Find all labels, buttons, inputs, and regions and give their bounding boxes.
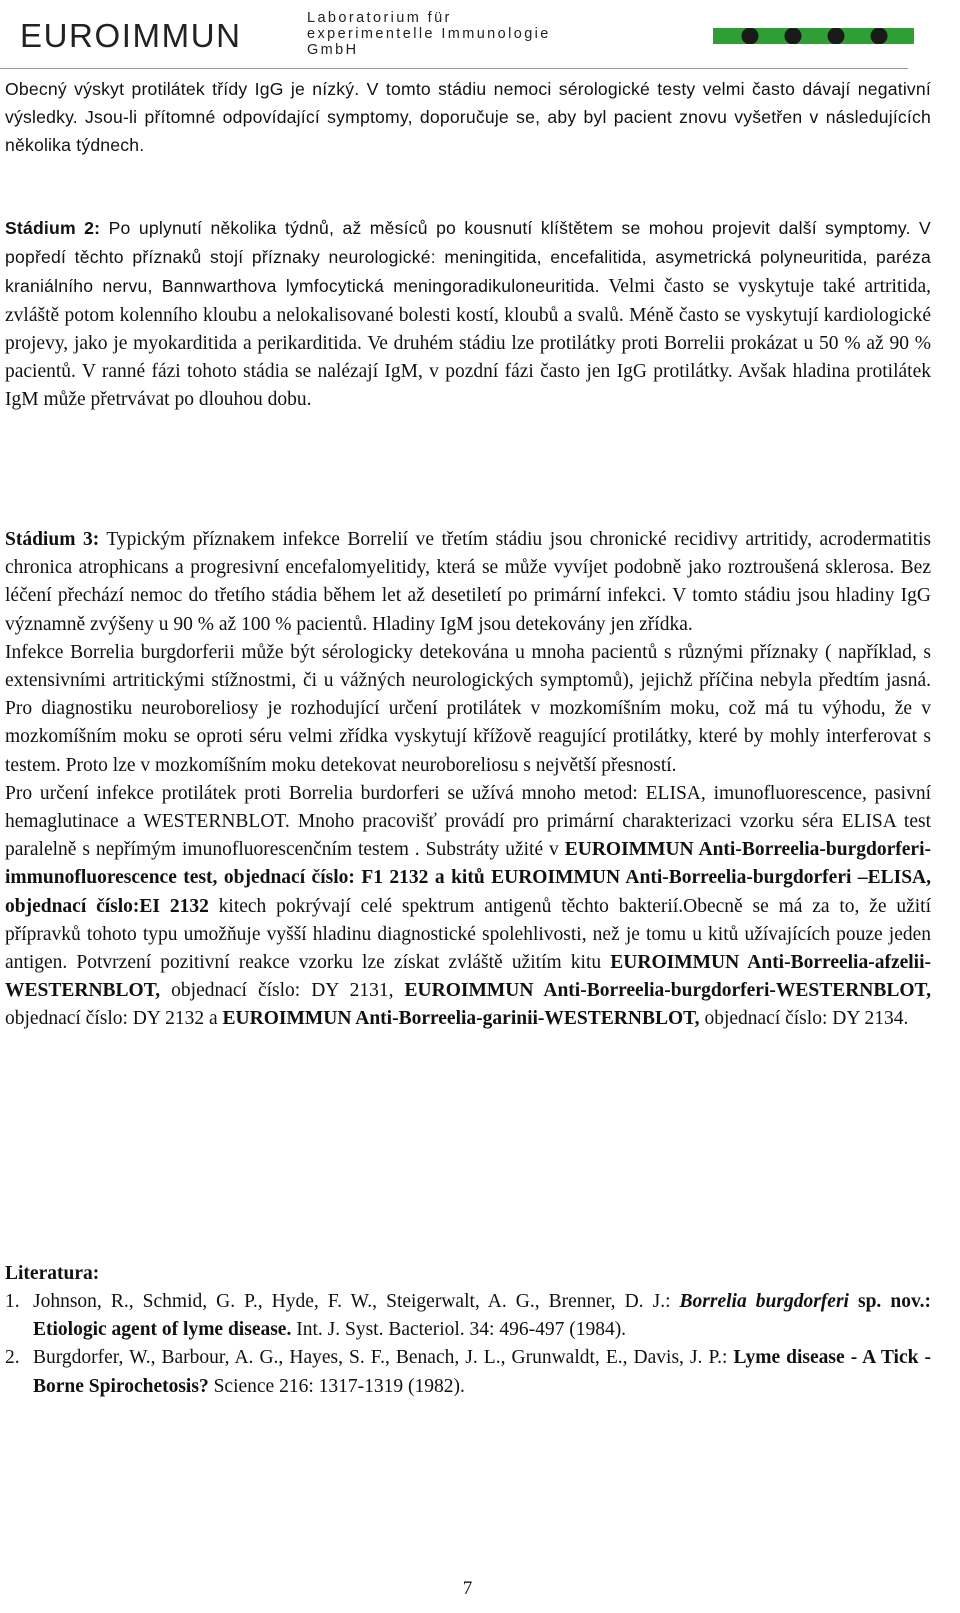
reference-title: sp. nov.: Etiologic agent of lyme disease. <box>33 1291 932 1341</box>
stage-2-text-a: Po uplynutí několika týdnů, až měsíců po kousnutí klíštětem se mohou projevit další symptomy. V popředí těchto příznaků stojí příznaky neurologické: meningitida, encefalitida, asymetrická polyneuritida, paréza kraniálního nervu, Bannwarthova lymfocytická meningoradikuloneuritida. <box>5 218 931 297</box>
methods-text-5: objednací číslo: DY 2134. <box>699 1008 909 1030</box>
lab-name <box>307 10 551 58</box>
brand-bar-icon <box>713 28 914 44</box>
stage-1-text: Obecný výskyt protilátek třídy IgG je nízký. V tomto stádiu nemoci sérologické testy velmi často dávají negativní výsledky. Jsou-li přítomné odpovídající symptomy, doporučuje se, aby byl pacient znovu vyšetřen v následujících několika týdnech. <box>5 79 931 156</box>
lab-name-line2: experimentelle Immunologie <box>307 26 551 42</box>
reference-title-italic: Borrelia burgdorferi <box>679 1291 849 1312</box>
stage-3-section <box>5 526 931 1034</box>
methods-paragraph <box>5 780 931 1034</box>
brand-dot-4 <box>871 28 888 44</box>
methods-bold-3: EUROIMMUN Anti-Borreelia-burgdorferi-WESTERNBLOT, <box>404 980 931 1002</box>
stage-2-text-b: Velmi často se vyskytuje také artritida, zvláště potom kolenního kloubu a nelokalisované bolesti kostí, kloubů a svalů. Méně často se vyskytují kardiologické projevy, jako je myokarditida a perikarditida. Ve druhém stádiu lze protilátky proti Borrelii prokázat u 50 % až 90 % pacientů. V ranné fázi tohoto stádia se nalézají IgM, v pozdní fázi často jen IgG protilátky. Avšak hladina protilátek IgM může přetrvávat po dlouhou dobu. <box>5 276 932 411</box>
brand-dot-1 <box>742 28 759 44</box>
methods-text-3: objednací číslo: DY 2131, <box>160 980 405 1002</box>
reference-item <box>5 1288 931 1344</box>
stage-2-text <box>5 214 931 414</box>
reference-number: 1. <box>5 1291 20 1312</box>
stage-3-label: Stádium 3: <box>5 529 100 550</box>
page-header <box>0 0 960 70</box>
literature-heading: Literatura: <box>5 1263 100 1284</box>
reference-number: 2. <box>5 1347 20 1369</box>
methods-bold-2: EUROIMMUN Anti-Borreelia-afzelii-WESTERNBLOT, <box>5 952 932 1002</box>
page-number: 7 <box>462 1578 473 1599</box>
brand-dot-2 <box>785 28 802 44</box>
reference-source: Science 216: 1317-1319 (1982). <box>208 1375 465 1397</box>
company-logo: EUROIMMUN <box>20 17 242 54</box>
methods-text-1: Pro určení infekce protilátek proti Borrelia burdorferi se užívá mnoho metod: ELISA, imunofluorescence, pasivní hemaglutinace a WESTERNBLOT. Mnoho pracovišť provádí pro primární charakterizaci vzorku séra ELISA test paralelně s nepřímým imunofluorescenčním testem . Substráty užité v <box>5 782 931 861</box>
reference-item <box>5 1344 931 1400</box>
header-divider <box>0 68 908 69</box>
lab-name-line3: GmbH <box>307 42 359 58</box>
stage-3-body: Typickým příznakem infekce Borrelií ve třetím stádiu jsou chronické recidivy artritidy, acrodermatitis chronica atrophicans a progresivní encefalomyelitidy, která se může vyvíjet podobně jako roztroušená sklerosa. Bez léčení přechází nemoc do třetího stádia během let až desetiletí po primární infekci. V tomto stádiu jsou hladiny IgG významně zvýšeny u 90 % až 100 % pacientů. Hladiny IgM jsou detekovány jen zřídka. <box>5 529 932 635</box>
brand-dot-3 <box>828 28 845 44</box>
serology-paragraph: Infekce Borrelia burgdorferii může být sérologicky detekována u mnoha pacientů s různými příznaky ( například, s extensivními artritickými stížnostmi, či u vážných neurologických symptomů), jejichž příčina nebyla předtím jasná. Pro diagnostiku neuroboreliosy je rozhodující určení protilátek v mozkomíšním moku, což má tu výhodu, že v mozkomíšním moku se oproti séru velmi zřídka vyskytují křížově reagující protilátky, které by mohly interferovat s testem. Proto lze v mozkomíšním moku detekovat neuroboreliosu s největší přesností. <box>5 641 931 776</box>
reference-source: Int. J. Syst. Bacteriol. 34: 496-497 (1984). <box>291 1319 627 1341</box>
stage-2-paragraph <box>5 214 931 414</box>
stage-1-paragraph <box>5 75 931 160</box>
stage-2-label: Stádium 2: <box>5 218 101 238</box>
methods-bold-4: EUROIMMUN Anti-Borreelia-garinii-WESTERNBLOT, <box>222 1008 700 1030</box>
lab-name-line1: Laboratorium für <box>307 10 452 26</box>
reference-list <box>5 1288 931 1401</box>
reference-authors: Johnson, R., Schmid, G. P., Hyde, F. W., Steigerwalt, A. G., Brenner, D. J.: <box>33 1291 680 1312</box>
stage-3-text <box>5 526 931 639</box>
reference-title: Lyme disease - A Tick - Borne Spirochetosis? <box>33 1347 932 1397</box>
reference-authors: Burgdorfer, W., Barbour, A. G., Hayes, S. F., Benach, J. L., Grunwaldt, E., Davis, J. P.: <box>33 1347 734 1369</box>
methods-bold-1: EUROIMMUN Anti-Borreelia-burgdorferi-immunofluorescence test, objednací číslo: F1 2132 a kitů EUROIMMUN Anti-Borreelia-burgdorferi –ELISA, objednací číslo:EI 2132 <box>5 839 931 917</box>
methods-text-2: kitech pokrývají celé spektrum antigenů těchto bakterií.Obecně se má za to, že užití přípravků tohoto typu umožňuje vyšší hladinu diagnostické spolehlivosti, než je tomu u kitů užívajících pouze jeden antigen. Potvrzení pozitivní reakce vzorku lze získat zvláště užitím kitu <box>5 895 931 974</box>
methods-text-4: objednací číslo: DY 2132 a <box>5 1008 223 1030</box>
